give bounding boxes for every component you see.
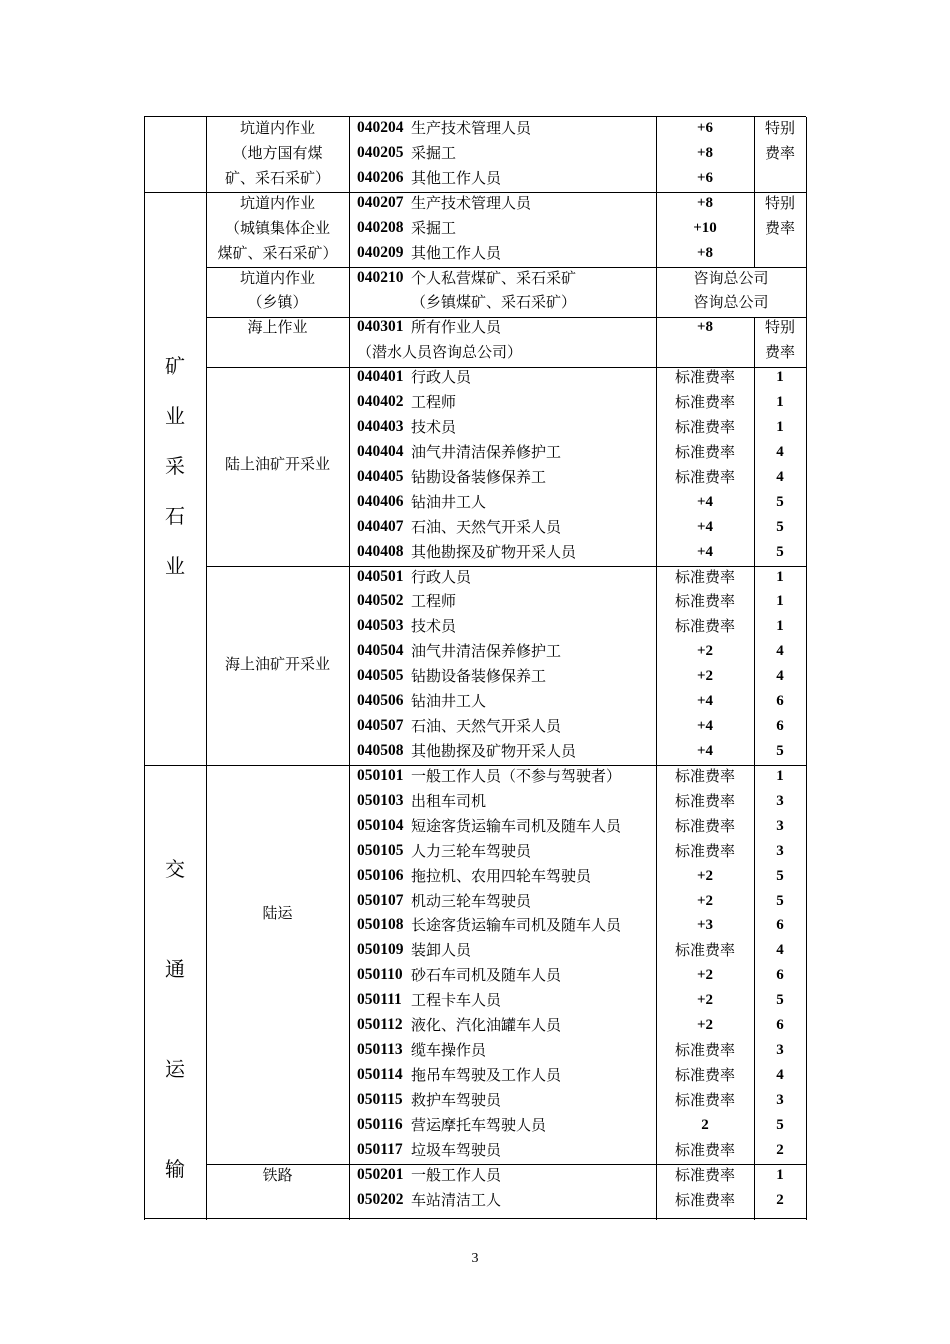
- occupation-code: 050106: [357, 866, 404, 884]
- occupation-code: 050109: [357, 941, 404, 959]
- rate-value: +3: [696, 917, 714, 934]
- risk-level: 1: [776, 419, 784, 436]
- risk-level: 3: [776, 1091, 784, 1108]
- occupation-code: 040405: [357, 467, 404, 485]
- rate-value: +2: [696, 668, 714, 685]
- risk-level: 3: [776, 1042, 784, 1059]
- column-divider: [754, 117, 755, 267]
- rate-value: 标准费率: [674, 368, 736, 387]
- occupation-name: 一般工作人员: [411, 1165, 502, 1184]
- column-divider: [754, 317, 755, 1220]
- occupation-name: 长途客货运输车司机及随车人员: [411, 916, 622, 935]
- rate-value: 标准费率: [674, 1165, 736, 1184]
- risk-level: 1: [776, 767, 784, 784]
- group-label: 陆上油矿开采业: [224, 455, 331, 474]
- group-label: 铁路: [262, 1165, 293, 1184]
- occupation-code: 050116: [357, 1115, 403, 1133]
- rate-value: 标准费率: [674, 592, 736, 611]
- section-label-char: 交: [165, 857, 185, 882]
- rate-value: 标准费率: [674, 791, 736, 810]
- rate-value: +4: [696, 543, 714, 560]
- risk-level: 1: [776, 1166, 784, 1183]
- rate-value: +2: [696, 967, 714, 984]
- occupation-code: 040504: [357, 642, 404, 660]
- group-label: 煤矿、采石采矿）: [217, 243, 338, 262]
- rate-value: +8: [696, 319, 714, 336]
- column-divider: [349, 117, 350, 1220]
- occupation-code: 040407: [357, 517, 404, 535]
- risk-level: 2: [776, 1141, 784, 1158]
- rate-value: 咨询总公司: [693, 293, 769, 312]
- page-number: 3: [471, 1251, 479, 1266]
- risk-level: 5: [776, 743, 784, 759]
- occupation-code: 040403: [357, 418, 404, 436]
- group-label: 海上作业: [247, 318, 308, 337]
- special-rate-note: 特别: [764, 119, 796, 137]
- rate-value: +8: [696, 244, 714, 261]
- occupation-code: 050111: [357, 991, 402, 1009]
- rate-value: +4: [696, 518, 714, 535]
- occupation-name: 生产技术管理人员: [411, 119, 532, 137]
- occupation-code: 040506: [357, 692, 404, 710]
- occupation-name: 油气井清洁保养修护工: [411, 442, 562, 461]
- risk-level: 6: [776, 1017, 784, 1034]
- occupation-name: 拖拉机、农用四轮车驾驶员: [411, 866, 592, 885]
- section-label-char: 采: [165, 454, 185, 479]
- occupation-code: 040209: [357, 243, 404, 261]
- occupation-name: 液化、汽化油罐车人员: [411, 1016, 562, 1035]
- special-rate-note: 费率: [764, 343, 796, 362]
- column-divider: [206, 117, 207, 1220]
- occupation-code: 040401: [357, 368, 404, 386]
- rate-value: 咨询总公司: [693, 268, 769, 287]
- occupation-name: 其他工作人员: [411, 243, 502, 262]
- occupation-name: 其他勘探及矿物开采人员: [411, 742, 577, 760]
- risk-level: 1: [776, 618, 784, 635]
- occupation-code: 050202: [357, 1190, 404, 1208]
- occupation-name: 所有作业人员: [411, 318, 502, 337]
- section-label-char: 运: [165, 1057, 185, 1082]
- occupation-code: 040503: [357, 617, 404, 635]
- special-rate-note: 费率: [764, 218, 796, 237]
- rate-value: +2: [696, 992, 714, 1009]
- occupation-code: 050112: [357, 1016, 403, 1034]
- section-label-char: 业: [165, 554, 185, 579]
- rate-value: 标准费率: [674, 1090, 736, 1109]
- column-divider: [806, 117, 807, 1220]
- occupation-code: 040502: [357, 592, 404, 610]
- occupation-code: 050108: [357, 916, 404, 934]
- occupation-code: 040205: [357, 143, 404, 161]
- risk-level: 4: [776, 668, 784, 685]
- rate-value: 标准费率: [674, 816, 736, 835]
- section-label-char: 业: [165, 404, 185, 429]
- risk-level: 5: [776, 1116, 784, 1133]
- special-rate-note: 特别: [764, 318, 796, 337]
- risk-level: 6: [776, 718, 784, 735]
- rate-value: 标准费率: [674, 941, 736, 960]
- rate-value: +4: [696, 743, 714, 759]
- rate-value: 标准费率: [674, 467, 736, 486]
- risk-level: 4: [776, 468, 784, 485]
- occupation-name: 其他勘探及矿物开采人员: [411, 542, 577, 561]
- column-divider: [144, 117, 145, 1220]
- occupation-name: 短途客货运输车司机及随车人员: [411, 816, 622, 835]
- occupation-code: 040402: [357, 393, 404, 411]
- group-label: 坑道内作业: [239, 268, 316, 287]
- rate-value: 标准费率: [674, 442, 736, 461]
- section-label-char: 通: [165, 957, 185, 982]
- occupation-code: 040208: [357, 218, 404, 236]
- occupation-code: 040501: [357, 567, 404, 585]
- rate-value: 标准费率: [674, 418, 736, 437]
- occupation-name: 技术员: [411, 617, 457, 636]
- special-rate-note: 费率: [764, 143, 796, 162]
- occupation-name: 石油、天然气开采人员: [411, 717, 562, 736]
- risk-level: 2: [776, 1191, 784, 1208]
- risk-level: 1: [776, 394, 784, 411]
- occupation-code: 040408: [357, 542, 404, 560]
- occupation-name: 垃圾车驾驶员: [411, 1140, 502, 1159]
- occupation-name: （潜水人员咨询总公司）: [357, 343, 523, 362]
- occupation-name: 钻勘设备装修保养工: [411, 667, 547, 686]
- special-rate-note: 特别: [764, 193, 796, 212]
- occupation-name: 采掘工: [411, 143, 457, 162]
- occupation-code: 040505: [357, 667, 404, 685]
- risk-level: 3: [776, 842, 784, 859]
- risk-level: 4: [776, 643, 784, 660]
- risk-level: 4: [776, 443, 784, 460]
- occupation-name: 一般工作人员（不参与驾驶者）: [411, 766, 622, 785]
- risk-level: 4: [776, 942, 784, 959]
- risk-level: 6: [776, 693, 784, 710]
- occupation-rate-table: [144, 116, 806, 1219]
- risk-level: 5: [776, 992, 784, 1009]
- occupation-code: 050101: [357, 766, 404, 784]
- occupation-name: 采掘工: [411, 218, 457, 237]
- occupation-name: 缆车操作员: [411, 1041, 487, 1060]
- rate-value: +6: [696, 169, 714, 186]
- risk-level: 3: [776, 792, 784, 809]
- occupation-code: 040301: [357, 318, 404, 336]
- occupation-name: 钻勘设备装修保养工: [411, 467, 547, 486]
- occupation-code: 040507: [357, 717, 404, 735]
- risk-level: 1: [776, 593, 784, 610]
- rate-value: 标准费率: [674, 617, 736, 636]
- occupation-name: 拖吊车驾驶及工作人员: [411, 1065, 562, 1084]
- occupation-name: 救护车驾驶员: [411, 1090, 502, 1109]
- occupation-code: 050110: [357, 966, 403, 984]
- risk-level: 5: [776, 518, 784, 535]
- risk-level: 5: [776, 867, 784, 884]
- column-divider: [656, 117, 657, 1220]
- occupation-code: 050104: [357, 816, 404, 834]
- rate-value: 标准费率: [674, 766, 736, 785]
- risk-level: 5: [776, 543, 784, 560]
- occupation-name: 砂石车司机及随车人员: [411, 966, 562, 985]
- group-label: （地方国有煤: [232, 143, 323, 162]
- group-label: 矿、采石采矿）: [224, 168, 331, 187]
- occupation-code: 050107: [357, 891, 404, 909]
- rate-value: 标准费率: [674, 567, 736, 586]
- occupation-name: 工程卡车人员: [411, 991, 502, 1010]
- risk-level: 1: [776, 568, 784, 585]
- risk-level: 4: [776, 1066, 784, 1083]
- occupation-code: 040204: [357, 119, 404, 136]
- risk-level: 5: [776, 493, 784, 510]
- occupation-name: 行政人员: [411, 567, 472, 586]
- occupation-code: 040210: [357, 268, 404, 286]
- occupation-code: 050114: [357, 1065, 403, 1083]
- rate-value: +10: [693, 219, 717, 236]
- risk-level: 5: [776, 892, 784, 909]
- occupation-name: 工程师: [411, 592, 457, 611]
- occupation-name: 技术员: [411, 418, 457, 437]
- group-label: 坑道内作业: [239, 193, 316, 212]
- occupation-name: 油气井清洁保养修护工: [411, 642, 562, 661]
- group-label: 陆运: [262, 903, 293, 922]
- rate-value: 标准费率: [674, 1065, 736, 1084]
- occupation-name: 车站清洁工人: [411, 1190, 502, 1209]
- occupation-name: 钻油井工人: [411, 492, 487, 511]
- group-label: 海上油矿开采业: [224, 654, 331, 673]
- occupation-name: 装卸人员: [411, 941, 472, 960]
- occupation-code: 040206: [357, 168, 404, 186]
- section-label-char: 矿: [165, 354, 185, 379]
- rate-value: 标准费率: [674, 393, 736, 412]
- risk-level: 6: [776, 967, 784, 984]
- rate-value: 标准费率: [674, 1190, 736, 1209]
- occupation-name: 营运摩托车驾驶人员: [411, 1115, 547, 1134]
- occupation-code: 050201: [357, 1165, 404, 1183]
- occupation-name: 个人私营煤矿、采石采矿: [411, 268, 577, 287]
- occupation-name: 生产技术管理人员: [411, 193, 532, 212]
- occupation-name: （乡镇煤矿、采石采矿）: [411, 293, 577, 312]
- section-label-char: 石: [165, 504, 185, 529]
- risk-level: 6: [776, 917, 784, 934]
- occupation-name: 其他工作人员: [411, 168, 502, 187]
- group-label: （城镇集体企业: [224, 218, 331, 237]
- rate-value: +4: [696, 493, 714, 510]
- group-label: （乡镇）: [247, 293, 308, 312]
- occupation-code: 050113: [357, 1041, 403, 1059]
- rate-value: 2: [701, 1116, 709, 1133]
- rate-value: +8: [696, 144, 714, 161]
- rate-value: +2: [696, 867, 714, 884]
- occupation-name: 钻油井工人: [411, 692, 487, 711]
- group-label: 坑道内作业: [239, 119, 316, 137]
- occupation-code: 040508: [357, 742, 404, 759]
- risk-level: 1: [776, 369, 784, 386]
- occupation-name: 出租车司机: [411, 791, 487, 810]
- occupation-name: 人力三轮车驾驶员: [411, 841, 532, 860]
- rate-value: +2: [696, 643, 714, 660]
- section-label-char: 输: [165, 1157, 185, 1182]
- rate-value: 标准费率: [674, 1041, 736, 1060]
- occupation-code: 050115: [357, 1090, 403, 1108]
- risk-level: 3: [776, 817, 784, 834]
- occupation-name: 工程师: [411, 393, 457, 412]
- rate-value: +4: [696, 718, 714, 735]
- occupation-name: 机动三轮车驾驶员: [411, 891, 532, 910]
- rate-value: +6: [696, 120, 714, 136]
- rate-value: +2: [696, 1017, 714, 1034]
- occupation-code: 050103: [357, 791, 404, 809]
- rate-value: +2: [696, 892, 714, 909]
- occupation-name: 石油、天然气开采人员: [411, 517, 562, 536]
- rate-value: +8: [696, 194, 714, 211]
- rate-value: +4: [696, 693, 714, 710]
- rate-value: 标准费率: [674, 841, 736, 860]
- occupation-name: 行政人员: [411, 368, 472, 387]
- occupation-code: 050117: [357, 1140, 403, 1158]
- rate-value: 标准费率: [674, 1140, 736, 1159]
- occupation-code: 040207: [357, 193, 404, 211]
- occupation-code: 040404: [357, 442, 404, 460]
- occupation-code: 040406: [357, 492, 404, 510]
- occupation-code: 050105: [357, 841, 404, 859]
